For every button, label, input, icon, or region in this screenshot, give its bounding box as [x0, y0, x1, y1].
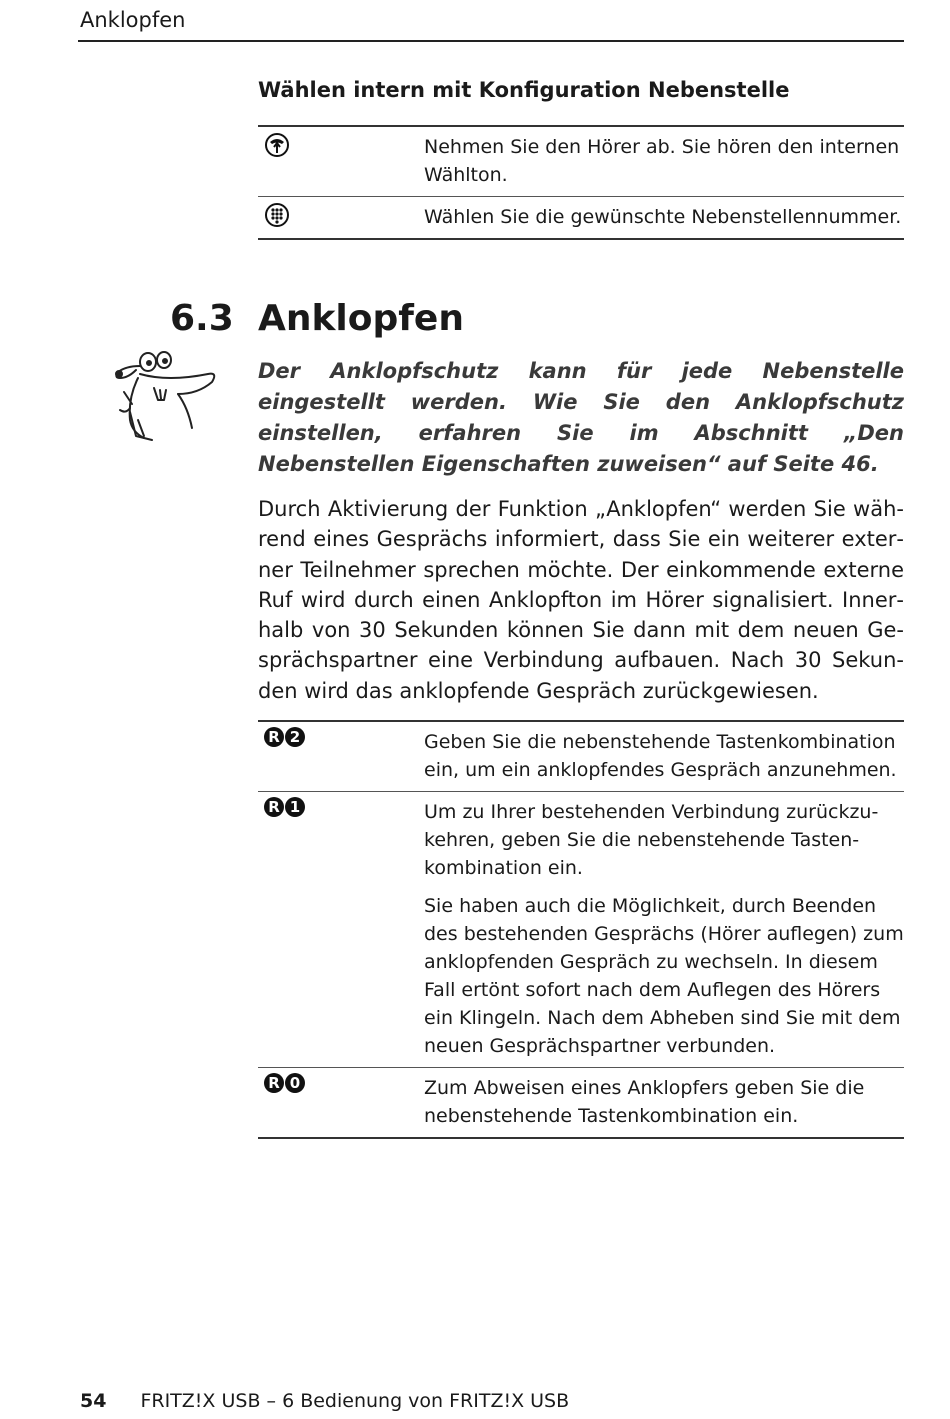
step-text: Zum Abweisen eines Anklopfers geben Sie die nebenstehende Tastenkombination ein. [424, 1077, 865, 1127]
step-row [258, 722, 904, 791]
section-intro: Der Anklopfschutz kann für jede Nebenstelle eingestellt werden. Wie Sie den Anklopfschutz einstellen, erfahren Sie im Abschnitt „Den Nebenstellen Eigenschaften zuweisen“ auf Seite 46. [258, 359, 904, 476]
digit-key-icon: 0 [285, 1073, 305, 1093]
step-row [258, 197, 904, 238]
r-key-icon: R [264, 727, 284, 747]
section-body: Durch Aktivierung der Funktion „Anklopfen“ werden Sie während eines Gesprächs informiert, dass Sie ein weiterer externer Teilnehmer sprechen möchte. Der einkommende externe Ruf wird durch einen Anklopfton im Hörer signalisiert. Innerhalb von 30 Sekunden können Sie dann mit dem neuen Gesprächspartner eine Verbindung aufbauen. Nach 30 Sekunden wird das anklopfende Gespräch zurückgewiesen. [258, 497, 904, 703]
call-waiting-steps [258, 720, 904, 1139]
mascot-illustration [108, 348, 230, 444]
r-key-icon: R [264, 797, 284, 817]
digit-key-icon: 2 [285, 727, 305, 747]
step-text: Um zu Ihrer bestehenden Verbindung zurückzukehren, geben Sie die nebenstehende Tastenkombination ein. [424, 801, 879, 879]
section-title: Anklopfen [258, 298, 464, 339]
key-combination-r1 [264, 797, 306, 817]
internal-dial-steps [258, 125, 904, 240]
step-row [258, 1068, 904, 1137]
key-combination-r0 [264, 1073, 306, 1093]
step-note: Sie haben auch die Möglichkeit, durch Beenden des bestehenden Gesprächs (Hörer auflegen) zum anklopfenden Gespräch zu wechseln. In diesem Fall ertönt sofort nach dem Auflegen des Hörers ein Klingeln. Nach dem Abheben sind Sie mit dem neuen Gesprächspartner verbunden. [424, 895, 904, 1057]
handset-lift-icon [264, 132, 290, 162]
digit-key-icon: 1 [285, 797, 305, 817]
step-text: Nehmen Sie den Hörer ab. Sie hören den internen Wählton. [424, 136, 900, 186]
section-number: 6.3 [170, 298, 234, 339]
footer-text: FRITZ!X USB – 6 Bedienung von FRITZ!X USB [140, 1390, 570, 1412]
step-text: Geben Sie die nebenstehende Tastenkombination ein, um ein anklopfendes Gespräch anzunehmen. [424, 731, 897, 781]
page-footer [80, 1390, 569, 1412]
step-text: Wählen Sie die gewünschte Nebenstellennummer. [424, 206, 902, 228]
internal-dial-heading: Wählen intern mit Konfiguration Nebenstelle [258, 78, 790, 102]
page-number: 54 [80, 1390, 107, 1412]
key-combination-r2 [264, 727, 306, 747]
header-rule [78, 40, 904, 42]
step-row [258, 127, 904, 196]
keypad-icon [264, 202, 290, 232]
running-header: Anklopfen [80, 8, 186, 32]
r-key-icon: R [264, 1073, 284, 1093]
step-row [258, 792, 904, 1067]
